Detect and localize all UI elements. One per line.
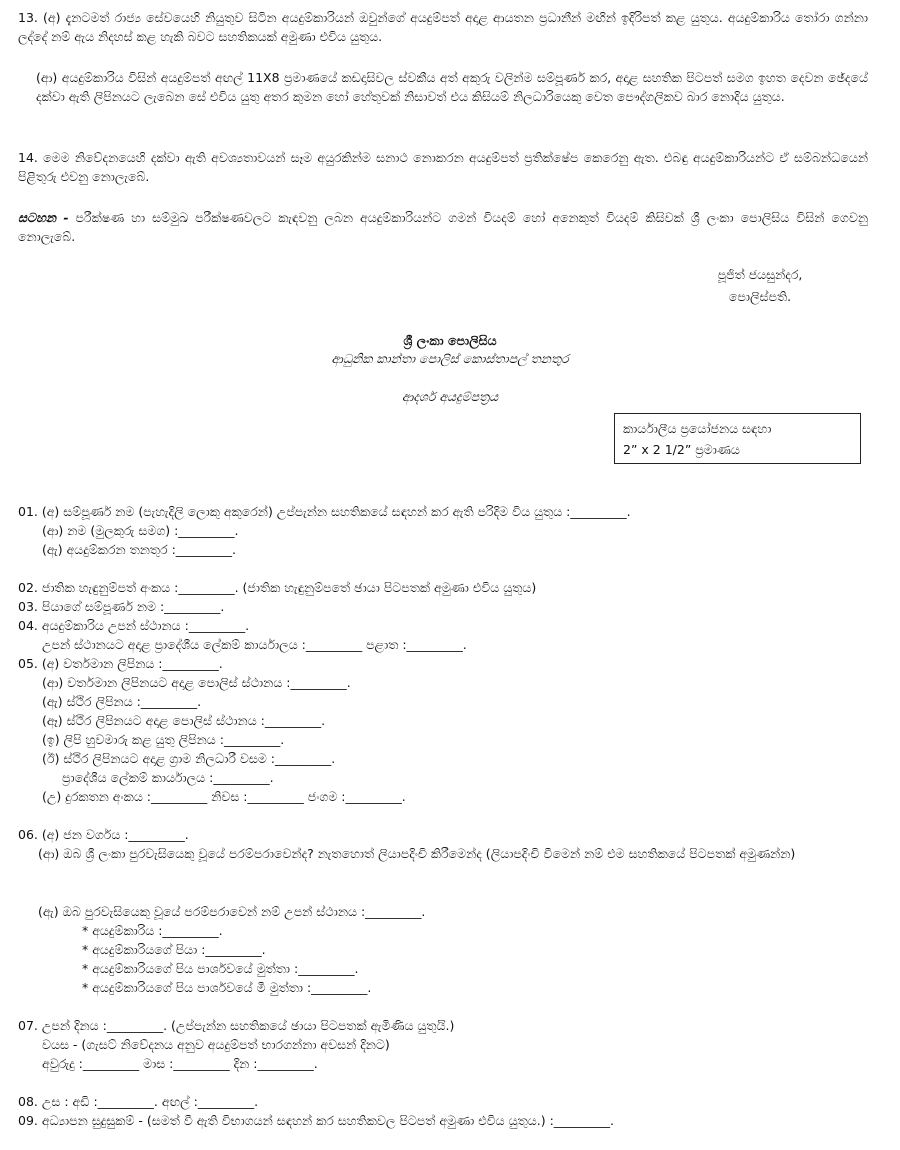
field-06c-great-grandfather: * අයදුම්කාරියගේ පිය පාර්ශවයේ මී මුත්තා :_________. <box>82 980 372 995</box>
office-use-line2: 2” x 2 1/2” ප්‍රමාණය <box>623 442 740 457</box>
para-13a-text: (අ) දැනටමත් රාජ්‍ය සේවයෙහි නියුතුව සිටින අයදුම්කාරියන් ඔවුන්ගේ අයදුම්පත් අදාළ ආයතන ප්‍රධානීන් මඟින් ඉදිරිපත් කළ යුතුය. අයදුම්කාරිය තෝරා ගන්නා ලද්දේ නම් ඇය නිදහස් කළ හැකි බවට සහතිකයක් අමුණා එවිය යුතුය. <box>18 10 868 44</box>
field-05f-gn-division: (ඊ) ස්ථිර ලිපිනයට අදාළ ග්‍රාම නිලධාරී වසම :_________. <box>42 751 336 766</box>
form-branch-title: ආධුනික කාන්තා පොලිස් කොස්තාපල් තනතුර <box>331 351 569 366</box>
field-01a-full-name: 01. (අ) සම්පූර්ණ නම (පැහැදිලි ලොකු අකුරෙන්) උප්පැන්න සහතිකයේ සඳහන් කර ඇති පරිදිම විය යුතුය :_________. <box>18 504 631 519</box>
office-use-box <box>614 413 861 464</box>
field-05e-correspondence-address: (ඉ) ලිපි හුවමාරු කළ යුතු ලිපිනය :_________. <box>42 732 285 747</box>
field-06c-father: * අයදුම්කාරියගේ පියා :_________. <box>82 942 266 957</box>
field-05d-permanent-police: (ඈ) ස්ථිර ලිපිනයට අදාළ පොලිස් ස්ථානය :_________. <box>42 713 326 728</box>
para-13a <box>18 8 868 46</box>
field-05h-phone: (උ) දුරකතන අංකය :_________ නිවස :_________ ජංගම :_________. <box>42 789 406 804</box>
field-06c-descent-birthplace: (ඇ) ඔබ පුරවැසියෙකු වූයේ පරම්පරාවෙන් නම් උපන් ස්ථානය :_________. <box>38 904 426 919</box>
field-06b-citizenship: (ආ) ඔබ ශ්‍රී ලංකා පුරවැසියෙකු වූයේ පරම්පරාවෙන්ද? නැතහොත් ලියාපදිංචි කිරීමෙන්ද (ලියාපදිංචි වීමෙන් නම් එම සහතිකයේ පිටපතක් අමුණන්න) <box>38 846 796 861</box>
field-01b-name-initials: (ආ) නම (මුලකුරු සමග) :_________. <box>42 523 239 538</box>
form-org-title: ශ්‍රී ලංකා පොලිසිය <box>403 333 497 348</box>
field-05g-ds-office: ප්‍රාදේශීය ලේකම් කාර්යාලය :_________. <box>62 770 274 785</box>
field-07-age-values: අවුරුදු :_________ මාස :_________ දින :_________. <box>42 1056 318 1071</box>
signature-title: පොලිස්පති. <box>728 289 792 304</box>
para-13-number: 13. <box>18 10 38 25</box>
field-07-age-note: වයස - (ගැසට් නිවේදනය අනුව අයදුම්පත් භාරගන්නා අවසන් දිනට) <box>42 1037 390 1052</box>
note-paragraph <box>18 208 868 246</box>
field-09-education: 09. අධ්‍යාපන සුදුසුකම් - (සමත් වී ඇති විභාගයන් සඳහන් කර සහතිකවල පිටපත් අමුණා එවිය යුතුය.) :_________. <box>18 1113 615 1128</box>
field-08-height: 08. උස : අඩි :_________. අඟල් :_________. <box>18 1094 259 1109</box>
note-text: පරීක්ෂණ හා සම්මුඛ පරීක්ෂණවලට කැඳවනු ලබන අයදුම්කාරියන්ට ගමන් වියදම් හෝ අනෙකුත් වියදම් කිසිවක් ශ්‍රී ලංකා පොලිසිය විසින් ගෙවනු නොලැබේ. <box>18 210 868 244</box>
field-05c-permanent-address: (ඇ) ස්ථිර ලිපිනය :_________. <box>42 694 202 709</box>
field-04-ds-office: උපන් ස්ථානයට අදාළ ප්‍රාදේශීය ලේකම් කාර්යාලය :_________ පළාත :_________. <box>42 637 467 652</box>
para-13b: (ආ) අයදුම්කාරිය විසින් අයදුම්පත් අඟල් 11X8 ප්‍රමාණයේ කඩදාසිවල ස්වකීය අත් අකුරු වලින්ම සම්පූර්ණ කර, අදාළ සහතික පිටපත් සමග ඉහත දෙවන ඡේදයේ දක්වා ඇති ලිපිනයට ලැබෙන සේ එවිය යුතු අතර කුමන හෝ හේතුවක් නිසාවත් එය කිසියම් නිලධාරියෙකු වෙත පෞද්ගලිකව බාර නොදිය යුතුය. <box>36 70 868 104</box>
field-05b-current-police: (ආ) වර්තමාන ලිපිනයට අදාළ පොලිස් ස්ථානය :_________. <box>42 675 351 690</box>
field-02-nic: 02. ජාතික හැඳුනුම්පත් අංකය :_________. (ජාතික හැඳුනුම්පතේ ඡායා පිටපතක් අමුණා එවිය යුතුය) <box>18 580 537 595</box>
field-03-father-name: 03. පියාගේ සම්පූර්ණ නම :_________. <box>18 599 225 614</box>
field-06a-ethnicity: 06. (අ) ජන වර්ගය :_________. <box>18 827 189 842</box>
para-14: 14. මෙම නිවේදනයෙහි දක්වා ඇති අවශ්‍යතාවයන් සෑම අයුරකින්ම සනාථ නොකරන අයදුම්පත් ප්‍රතික්ෂේප කෙරෙනු ඇත. එබඳු අයදුම්කාරියන්ට ඒ සම්බන්ධයෙන් පිළිතුරු එවනු නොලැබේ. <box>18 150 868 184</box>
office-use-line1: කාර්යාලීය ප්‍රයෝජනය සඳහා <box>623 421 772 436</box>
form-model-title: ආදර්ශ අයදුම්පත්‍රය <box>401 389 499 404</box>
field-06c-grandfather: * අයදුම්කාරියගේ පිය පාර්ශවයේ මුත්තා :_________. <box>82 961 359 976</box>
field-04-birthplace: 04. අයදුම්කාරිය උපන් ස්ථානය :_________. <box>18 618 250 633</box>
field-05a-current-address: 05. (අ) වර්තමාන ලිපිනය :_________. <box>18 656 223 671</box>
field-06c-applicant: * අයදුම්කාරිය :_________. <box>82 923 223 938</box>
note-label: සටහන - <box>18 210 69 225</box>
signature-name: පූජිත් ජයසුන්දර, <box>717 267 803 282</box>
field-01c-post: (ඇ) අයදුම්කරන තනතුර :_________. <box>42 542 237 557</box>
field-07-birthdate: 07. උපන් දිනය :_________. (උප්පැන්න සහතිකයේ ඡායා පිටපතක් ඇමිණිය යුතුයි.) <box>18 1018 455 1033</box>
